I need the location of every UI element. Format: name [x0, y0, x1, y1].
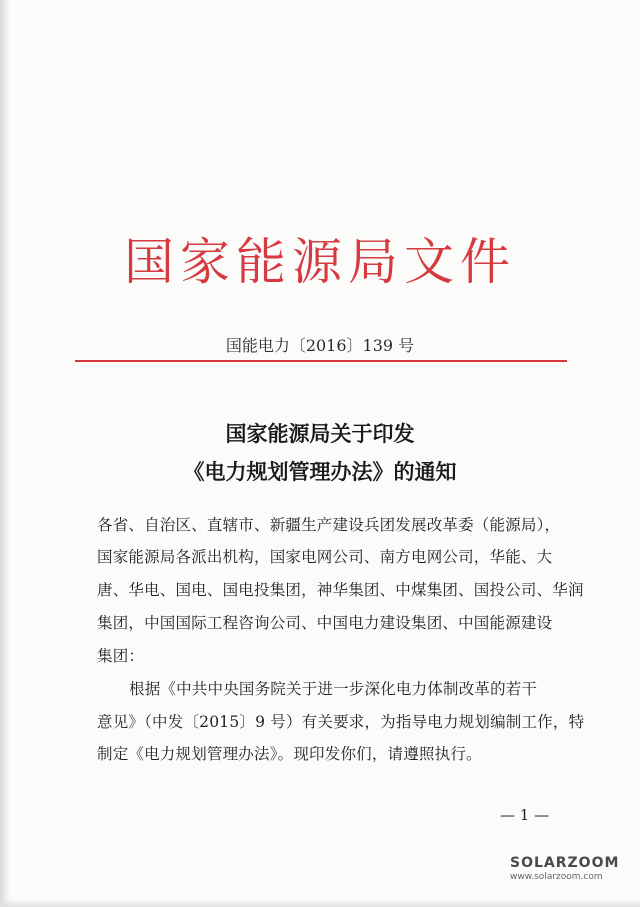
paragraph-line-2: 意见》（中发〔2015〕9 号）有关要求，为指导电力规划编制工作，特	[97, 713, 585, 731]
watermark-brand: SOLARZOOM	[510, 855, 620, 871]
recipients-line-2: 国家能源局各派出机构，国家电网公司、南方电网公司，华能、大	[97, 548, 553, 566]
page-number: — 1 —	[500, 806, 550, 824]
notice-title-line-2: 《电力规划管理办法》的通知	[183, 459, 457, 484]
watermark-logo	[510, 855, 630, 882]
paragraph-line-3: 制定《电力规划管理办法》。现印发你们，请遵照执行。	[97, 745, 482, 763]
document-header-title: 国家能源局文件	[124, 233, 516, 291]
paragraph-line-1: 根据《中共中央国务院关于进一步深化电力体制改革的若干	[129, 680, 538, 698]
scan-bottom-shadow	[0, 899, 640, 907]
scan-edge-shadow	[0, 0, 10, 907]
recipients-line-3: 唐、华电、国电、国电投集团，神华集团、中煤集团、国投公司、华润	[97, 581, 584, 599]
recipients-line-1: 各省、自治区、直辖市、新疆生产建设兵团发展改革委（能源局），	[97, 516, 561, 534]
recipients-line-5: 集团：	[97, 647, 145, 665]
notice-title-line-1: 国家能源局关于印发	[225, 421, 415, 446]
red-divider-line	[75, 360, 567, 362]
recipients-line-4: 集团，中国国际工程咨询公司、中国电力建设集团、中国能源建设	[97, 614, 553, 632]
watermark-url: www.solarzoom.com	[510, 872, 603, 882]
document-number: 国能电力〔2016〕139 号	[225, 336, 415, 355]
